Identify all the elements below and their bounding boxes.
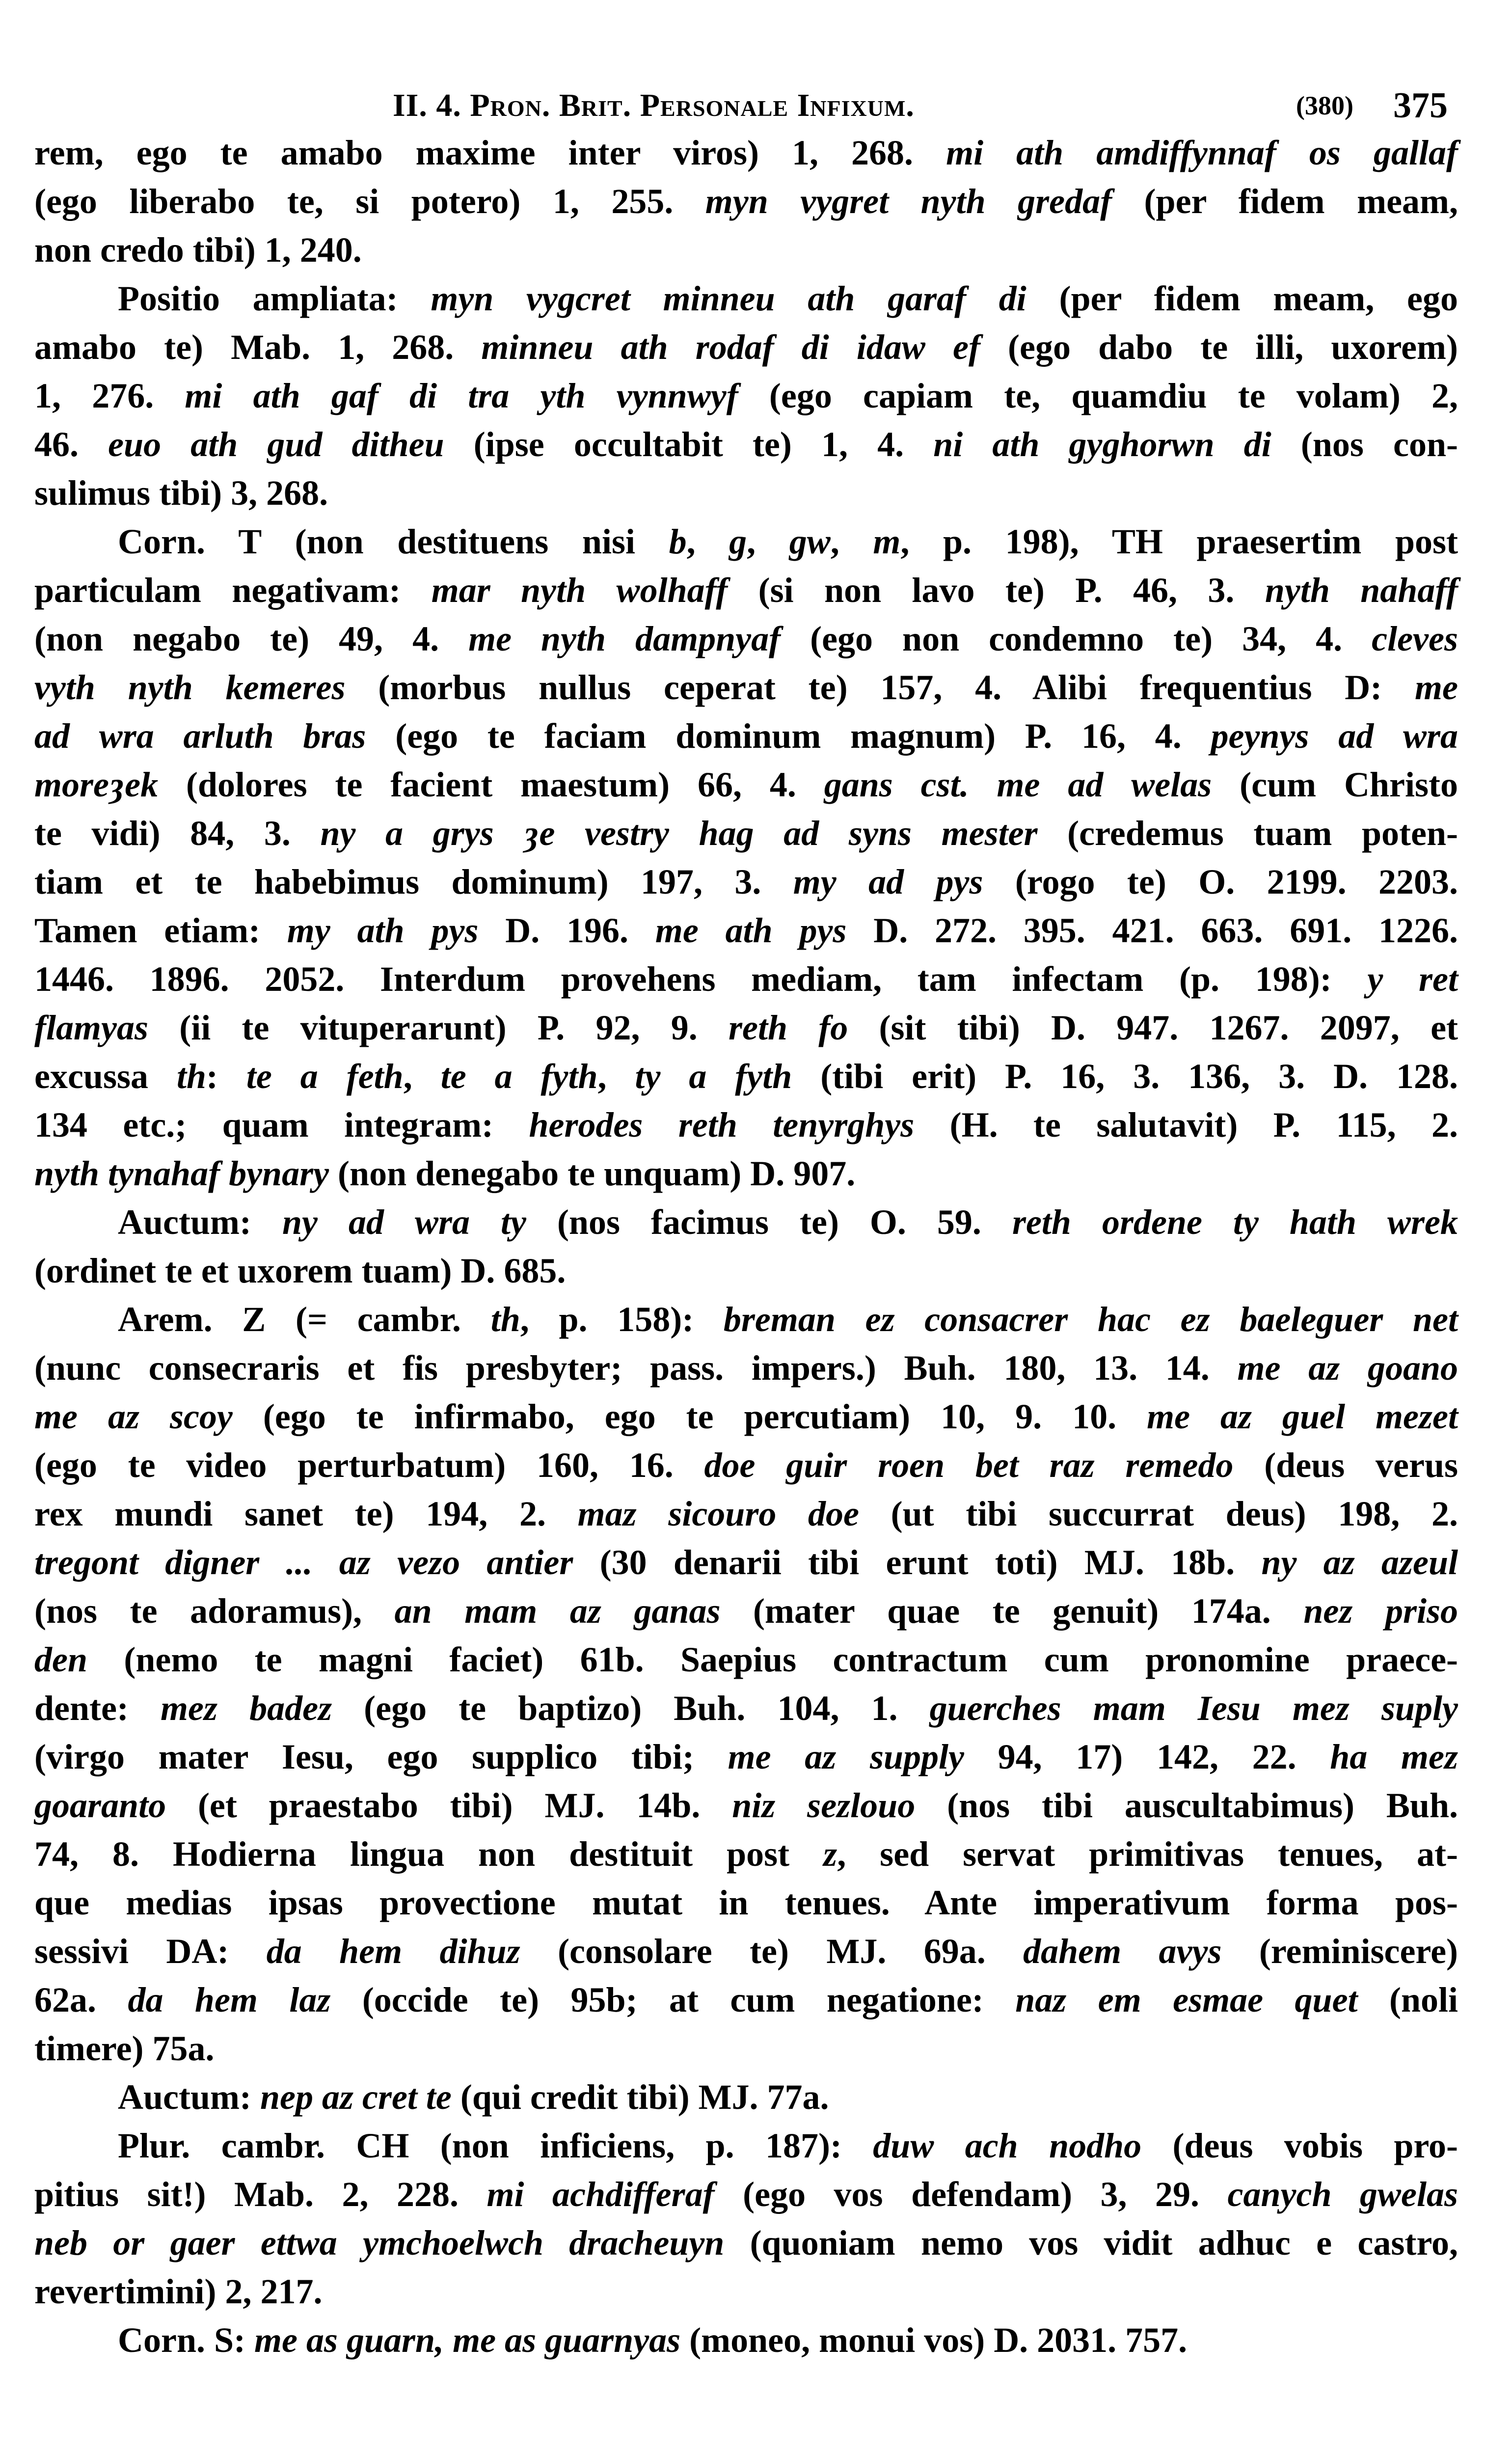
text-line: [34, 2073, 1458, 2122]
cited-form-italic: cleves: [1372, 619, 1458, 658]
cited-form-italic: den: [34, 1640, 87, 1679]
text-run: timere) 75a.: [34, 2029, 215, 2068]
cited-form-italic: naz em esmae quet: [1015, 1980, 1358, 2019]
cited-form-italic: maz sicouro doe: [577, 1494, 859, 1533]
text-line: [34, 2122, 1458, 2170]
cited-form-italic: nez priso: [1303, 1591, 1458, 1631]
cited-form-italic: mi achdifferaf: [486, 2175, 715, 2214]
text-line: [34, 1149, 1458, 1198]
cited-form-italic: me as guarn, me as guarnyas: [254, 2320, 681, 2360]
text-line: [34, 906, 1458, 955]
cited-form-italic: euo ath gud ditheu: [108, 425, 444, 464]
cited-form-italic: dahem avys: [1023, 1932, 1222, 1971]
text-line: [34, 518, 1458, 566]
cited-form-italic: vyth nyth kemeres: [34, 668, 346, 707]
cited-form-italic: reth ordene ty hath wrek: [1012, 1202, 1458, 1242]
cited-form-italic: me az scoy: [34, 1397, 233, 1436]
cited-form-italic: mi ath amdiffynnaf os gallaf: [946, 133, 1458, 172]
text-run: dente:: [34, 1689, 161, 1728]
text-run: pitius sit!) Mab. 2, 228.: [34, 2175, 487, 2214]
text-run: (morbus nullus ceperat te) 157, 4. Alibi frequentius D:: [345, 668, 1415, 707]
text-run: 62a.: [34, 1980, 128, 2019]
text-run: , p. 198), TH praesertim post: [900, 522, 1458, 561]
text-run: (dolores te facient maestum) 66, 4.: [158, 765, 824, 804]
text-run: Plur. cambr. CH (non inficiens, p. 187):: [118, 2126, 873, 2165]
text-run: 1446. 1896. 2052. Interdum provehens mediam, tam infectam (p. 198):: [34, 959, 1368, 999]
cited-form-italic: tregont digner ... az vezo antier: [34, 1543, 573, 1582]
text-run: (virgo mater Iesu, ego supplico tibi;: [34, 1737, 728, 1776]
cited-form-italic: mi ath gaf di tra yth vynnwyf: [185, 376, 738, 415]
text-run: revertimini) 2, 217.: [34, 2272, 323, 2311]
cited-form-italic: ny az azeul: [1261, 1543, 1458, 1582]
text-line: [34, 1879, 1458, 1927]
text-run: Corn. S:: [118, 2320, 255, 2360]
text-run: (nos tibi auscultabimus) Buh.: [915, 1786, 1458, 1825]
text-line: [34, 615, 1458, 663]
text-run: (nos te adoramus),: [34, 1591, 395, 1631]
cited-form-italic: me: [1415, 668, 1458, 707]
cited-form-italic: te a fyth: [440, 1057, 598, 1096]
cited-form-italic: th: [176, 1057, 206, 1096]
text-run: rex mundi sanet te) 194, 2.: [34, 1494, 578, 1533]
text-run: (30 denarii tibi erunt toti) MJ. 18b.: [573, 1543, 1262, 1582]
cited-form-italic: y ret: [1367, 959, 1458, 999]
text-line: [34, 469, 1458, 518]
text-line: [34, 1538, 1458, 1587]
cited-form-italic: z: [823, 1834, 837, 1874]
cited-form-italic: mez badez: [161, 1689, 332, 1728]
text-run: te vidi) 84, 3.: [34, 814, 321, 853]
text-run: (credemus tuam poten-: [1037, 814, 1458, 853]
text-line: [34, 1587, 1458, 1636]
text-run: (nunc consecraris et fis presbyter; pass. impers.) Buh. 180, 13. 14.: [34, 1348, 1238, 1388]
cited-form-italic: mar nyth wolhaff: [431, 571, 728, 610]
cited-form-italic: my ad pys: [793, 862, 983, 901]
text-run: excussa: [34, 1057, 177, 1096]
text-run: (ego liberabo te, si potero) 1, 255.: [34, 182, 705, 221]
text-run: (consolare te) MJ. 69a.: [520, 1932, 1024, 1971]
text-run: ,: [747, 522, 789, 561]
text-line: [34, 712, 1458, 761]
text-run: (H. te salutavit) P. 115, 2.: [914, 1105, 1458, 1145]
text-line: [34, 2170, 1458, 2219]
text-line: [34, 1684, 1458, 1733]
text-line: [34, 1392, 1458, 1441]
text-line: [34, 129, 1458, 177]
text-run: (rogo te) O. 2199. 2203.: [983, 862, 1458, 901]
cited-form-italic: gw: [789, 522, 831, 561]
cited-form-italic: da hem dihuz: [266, 1932, 520, 1971]
text-run: (non denegabo te unquam) D. 907.: [329, 1154, 856, 1193]
text-line: [34, 1927, 1458, 1976]
text-line: [34, 1636, 1458, 1684]
cited-form-italic: breman ez consacrer hac ez baeleguer net: [723, 1300, 1458, 1339]
text-run: Corn. T (non destituens nisi: [118, 522, 669, 561]
text-run: ,: [403, 1057, 441, 1096]
text-line: [34, 2316, 1458, 2365]
text-run: amabo te) Mab. 1, 268.: [34, 327, 482, 367]
cited-form-italic: ha mez: [1330, 1737, 1458, 1776]
text-line: [34, 809, 1458, 858]
text-run: rem, ego te amabo maxime inter viros) 1, 268.: [34, 133, 946, 172]
text-run: , sed servat primitivas tenues, at-: [837, 1834, 1458, 1874]
cited-form-italic: g: [729, 522, 747, 561]
text-run: (non negabo te) 49, 4.: [34, 619, 469, 658]
text-run: Auctum:: [118, 2077, 260, 2117]
body-text: [34, 0, 1458, 2384]
text-line: [34, 1101, 1458, 1149]
text-run: (ego dabo te illi, uxorem): [980, 327, 1458, 367]
cited-form-italic: b: [669, 522, 687, 561]
text-run: , p. 158):: [520, 1300, 724, 1339]
text-line: [34, 1733, 1458, 1781]
text-run: (deus verus: [1233, 1446, 1458, 1485]
text-run: ,: [830, 522, 873, 561]
text-run: 94, 17) 142, 22.: [964, 1737, 1330, 1776]
cited-form-italic: minneu ath rodaf di idaw ef: [481, 327, 980, 367]
cited-form-italic: reth fo: [729, 1008, 848, 1047]
cited-form-italic: niz sezlouo: [732, 1786, 916, 1825]
cited-form-italic: myn vygcret minneu ath garaf di: [431, 279, 1026, 318]
cited-form-italic: da hem laz: [128, 1980, 331, 2019]
text-run: (ipse occultabit te) 1, 4.: [444, 425, 934, 464]
text-run: particulam negativam:: [34, 571, 432, 610]
text-run: sulimus tibi) 3, 268.: [34, 473, 328, 513]
text-run: (mater quae te genuit) 174a.: [720, 1591, 1304, 1631]
text-run: (ego non condemno te) 34, 4.: [781, 619, 1372, 658]
text-run: (sit tibi) D. 947. 1267. 2097, et: [848, 1008, 1458, 1047]
text-run: Positio ampliata:: [118, 279, 431, 318]
text-run: ,: [597, 1057, 635, 1096]
cited-form-italic: ni ath gyghorwn di: [933, 425, 1271, 464]
text-run: (occide te) 95b; at cum negatione:: [330, 1980, 1016, 2019]
text-run: (ii te vituperarunt) P. 92, 9.: [148, 1008, 729, 1047]
text-line: [34, 1490, 1458, 1538]
text-line: [34, 858, 1458, 906]
text-run: (noli: [1357, 1980, 1458, 2019]
text-line: [34, 2219, 1458, 2267]
cited-form-italic: myn vygret nyth gredaf: [705, 182, 1112, 221]
cited-form-italic: th: [490, 1300, 520, 1339]
text-run: non credo tibi) 1, 240.: [34, 230, 362, 270]
text-line: [34, 1004, 1458, 1052]
text-run: (ego vos defendam) 3, 29.: [714, 2175, 1228, 2214]
text-line: [34, 420, 1458, 469]
text-run: (nemo te magni faciet) 61b. Saepius contractum cum pronomine praece-: [87, 1640, 1458, 1679]
text-run: (ego te faciam dominum magnum) P. 16, 4.: [366, 716, 1211, 756]
cited-form-italic: doe guir roen bet raz remedo: [704, 1446, 1234, 1485]
cited-form-italic: me az guel mezet: [1147, 1397, 1458, 1436]
text-run: :: [206, 1057, 246, 1096]
text-line: [34, 761, 1458, 809]
cited-form-italic: moreȝek: [34, 765, 159, 804]
text-run: (ego te video perturbatum) 160, 16.: [34, 1446, 704, 1485]
cited-form-italic: ny a grys ȝe vestry hag ad syns mester: [320, 814, 1038, 853]
cited-form-italic: nep az cret te: [260, 2077, 452, 2117]
text-run: Tamen etiam:: [34, 911, 287, 950]
text-run: (per fidem meam, ego: [1026, 279, 1458, 318]
original-page-number: (380): [1296, 91, 1353, 120]
cited-form-italic: me az goano: [1237, 1348, 1458, 1388]
text-line: [34, 1247, 1458, 1295]
text-run: (ego te baptizo) Buh. 104, 1.: [332, 1689, 930, 1728]
text-run: 74, 8. Hodierna lingua non destituit post: [34, 1834, 824, 1874]
text-run: (cum Christo: [1212, 765, 1458, 804]
text-run: 46.: [34, 425, 108, 464]
text-run: (nos con-: [1271, 425, 1458, 464]
text-run: 1, 276.: [34, 376, 185, 415]
text-run: ,: [686, 522, 729, 561]
cited-form-italic: my ath pys: [287, 911, 479, 950]
cited-form-italic: gans cst. me ad welas: [824, 765, 1212, 804]
text-line: [34, 2024, 1458, 2073]
text-run: (ego capiam te, quamdiu te volam) 2,: [738, 376, 1458, 415]
text-run: sessivi DA:: [34, 1932, 267, 1971]
cited-form-italic: flamyas: [34, 1008, 148, 1047]
text-run: (reminiscere): [1221, 1932, 1458, 1971]
text-line: [34, 1441, 1458, 1490]
text-line: [34, 1976, 1458, 2024]
text-run: (nos facimus te) O. 59.: [526, 1202, 1012, 1242]
cited-form-italic: me az supply: [728, 1737, 964, 1776]
cited-form-italic: me nyth dampnyaf: [468, 619, 781, 658]
text-line: [34, 955, 1458, 1004]
text-run: (moneo, monui vos) D. 2031. 757.: [680, 2320, 1188, 2360]
text-line: [34, 2267, 1458, 2316]
text-line: [34, 1344, 1458, 1392]
text-line: [34, 323, 1458, 372]
cited-form-italic: herodes reth tenyrghys: [529, 1105, 915, 1145]
text-line: [34, 372, 1458, 420]
text-run: (ut tibi succurrat deus) 198, 2.: [859, 1494, 1458, 1533]
text-run: (si non lavo te) P. 46, 3.: [728, 571, 1265, 610]
text-run: D. 196.: [478, 911, 655, 950]
cited-form-italic: ad wra arluth bras: [34, 716, 366, 756]
cited-form-italic: ny ad wra ty: [282, 1202, 526, 1242]
cited-form-italic: m: [873, 522, 901, 561]
cited-form-italic: an mam az ganas: [394, 1591, 721, 1631]
text-line: [34, 566, 1458, 615]
text-run: (ego te infirmabo, ego te percutiam) 10, 9. 10.: [232, 1397, 1147, 1436]
text-run: Auctum:: [118, 1202, 282, 1242]
text-run: Arem. Z (= cambr.: [118, 1300, 491, 1339]
text-run: (qui credit tibi) MJ. 77a.: [451, 2077, 829, 2117]
text-line: [34, 1052, 1458, 1101]
cited-form-italic: peynys ad wra: [1211, 716, 1458, 756]
cited-form-italic: ty a fyth: [635, 1057, 792, 1096]
cited-form-italic: duw ach nodho: [873, 2126, 1142, 2165]
text-line: [34, 1781, 1458, 1830]
text-run: (deus vobis pro-: [1141, 2126, 1458, 2165]
text-run: (tibi erit) P. 16, 3. 136, 3. D. 128.: [792, 1057, 1458, 1096]
text-run: (per fidem meam,: [1112, 182, 1458, 221]
text-line: [34, 663, 1458, 712]
text-run: que medias ipsas provectione mutat in tenues. Ante imperativum forma pos-: [34, 1883, 1458, 1922]
cited-form-italic: nyth tynahaf bynary: [34, 1154, 329, 1193]
text-run: tiam et te habebimus dominum) 197, 3.: [34, 862, 793, 901]
text-line: [34, 274, 1458, 323]
text-line: [34, 226, 1458, 274]
cited-form-italic: goaranto: [34, 1786, 166, 1825]
cited-form-italic: neb or gaer ettwa ymchoelwch dracheuyn: [34, 2223, 725, 2263]
cited-form-italic: te a feth: [246, 1057, 404, 1096]
cited-form-italic: guerches mam Iesu mez suply: [929, 1689, 1458, 1728]
cited-form-italic: nyth nahaff: [1265, 571, 1458, 610]
text-run: 134 etc.; quam integram:: [34, 1105, 529, 1145]
text-line: [34, 1198, 1458, 1247]
page-number: 375: [1393, 85, 1448, 126]
cited-form-italic: canych gwelas: [1227, 2175, 1458, 2214]
text-run: (quoniam nemo vos vidit adhuc e castro,: [724, 2223, 1458, 2263]
text-line: [34, 1830, 1458, 1879]
cited-form-italic: me ath pys: [655, 911, 847, 950]
text-line: [34, 177, 1458, 226]
text-run: (ordinet te et uxorem tuam) D. 685.: [34, 1251, 566, 1290]
text-run: D. 272. 395. 421. 663. 691. 1226.: [846, 911, 1458, 950]
text-line: [34, 1295, 1458, 1344]
text-run: (et praestabo tibi) MJ. 14b.: [166, 1786, 732, 1825]
running-head-title: II. 4. Pron. Brit. Personale Infixum.: [393, 87, 915, 123]
